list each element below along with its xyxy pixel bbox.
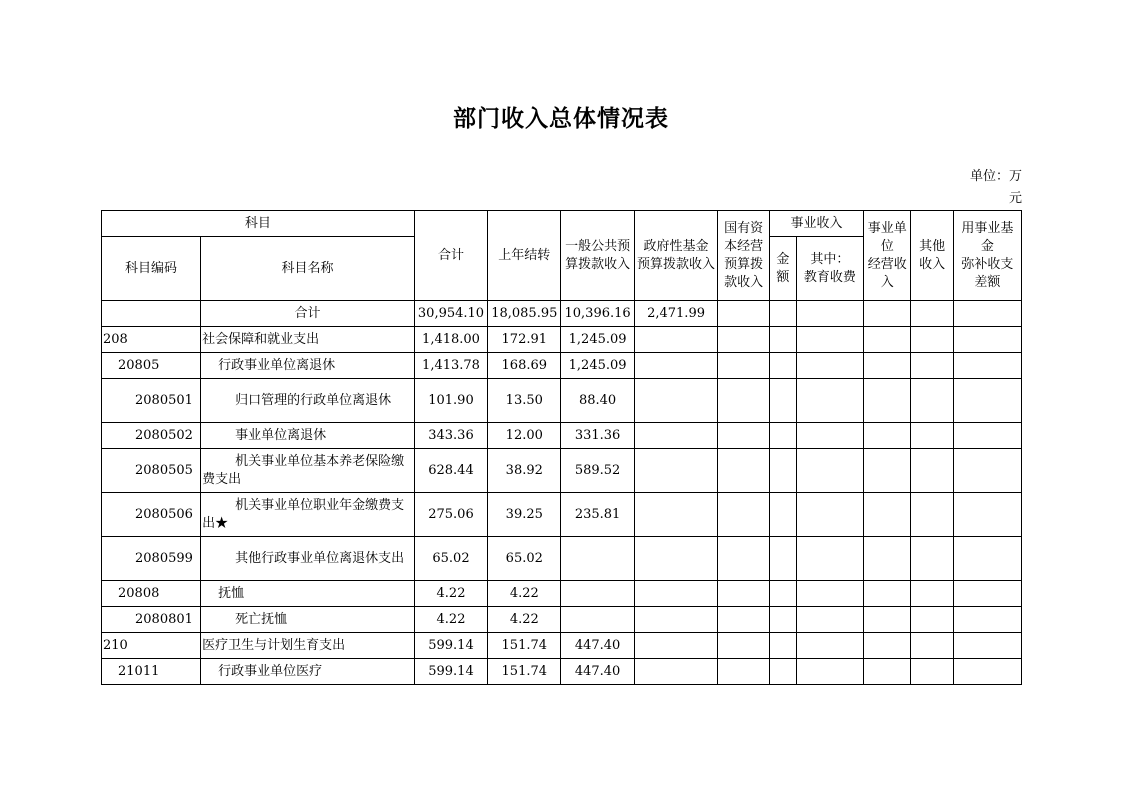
cell-total: 4.22: [414, 607, 487, 633]
cell-empty: [718, 537, 770, 581]
cell-total: 1,418.00: [414, 327, 487, 353]
cell-general: [561, 581, 634, 607]
unit-label-line2: 元: [1008, 191, 1022, 206]
cell-empty: [953, 607, 1021, 633]
cell-empty: [953, 581, 1021, 607]
cell-general: [561, 607, 634, 633]
cell-empty: [863, 633, 910, 659]
cell-empty: [718, 581, 770, 607]
unit-label: [958, 166, 1022, 210]
cell-empty: [863, 607, 910, 633]
cell-code: 2080505: [102, 449, 201, 493]
cell-name: 行政事业单位医疗: [201, 659, 415, 685]
header-carryover: 上年结转: [488, 211, 561, 301]
cell-total: 343.36: [414, 423, 487, 449]
cell-empty: [769, 301, 796, 327]
cell-general: 1,245.09: [561, 327, 634, 353]
cell-empty: [769, 493, 796, 537]
table-row: [102, 493, 1022, 537]
cell-empty: [718, 493, 770, 537]
cell-empty: [953, 353, 1021, 379]
header-subject-code: 科目编码: [102, 237, 201, 301]
cell-carryover: 65.02: [488, 537, 561, 581]
cell-code: 2080501: [102, 379, 201, 423]
cell-empty: [769, 537, 796, 581]
header-operating-income: 事业单 位 经营收 入: [863, 211, 910, 301]
cell-empty: [796, 581, 863, 607]
cell-carryover: 168.69: [488, 353, 561, 379]
header-state-capital: 国有资 本经营 预算拨 款收入: [718, 211, 770, 301]
income-table: [101, 210, 1022, 685]
cell-empty: [769, 607, 796, 633]
cell-empty: [769, 353, 796, 379]
header-education-fee: 其中： 教育收费: [796, 237, 863, 301]
cell-total: 599.14: [414, 659, 487, 685]
cell-empty: [718, 659, 770, 685]
cell-empty: [953, 537, 1021, 581]
cell-carryover: 151.74: [488, 633, 561, 659]
cell-empty: [953, 327, 1021, 353]
header-amount: 金 额: [769, 237, 796, 301]
cell-name: 机关事业单位基本养老保险缴费支出: [201, 449, 415, 493]
cell-empty: [911, 449, 953, 493]
cell-name: 行政事业单位离退休: [201, 353, 415, 379]
cell-empty: [634, 659, 718, 685]
cell-total: 65.02: [414, 537, 487, 581]
cell-code: 210: [102, 633, 201, 659]
cell-carryover: 13.50: [488, 379, 561, 423]
cell-gov-fund: 2,471.99: [634, 301, 718, 327]
cell-code: 2080801: [102, 607, 201, 633]
table-row: [102, 659, 1022, 685]
cell-total: 101.90: [414, 379, 487, 423]
cell-empty: [718, 607, 770, 633]
cell-empty: [796, 327, 863, 353]
cell-general: 589.52: [561, 449, 634, 493]
cell-code: [102, 301, 201, 327]
cell-empty: [718, 379, 770, 423]
header-business-income: 事业收入: [769, 211, 863, 237]
cell-name: 归口管理的行政单位离退休: [201, 379, 415, 423]
cell-name: 社会保障和就业支出: [201, 327, 415, 353]
cell-code: 20808: [102, 581, 201, 607]
cell-code: 21011: [102, 659, 201, 685]
cell-code: 20805: [102, 353, 201, 379]
cell-total: 275.06: [414, 493, 487, 537]
cell-empty: [796, 537, 863, 581]
cell-code: 2080506: [102, 493, 201, 537]
cell-empty: [634, 493, 718, 537]
cell-empty: [911, 423, 953, 449]
table-row: [102, 581, 1022, 607]
cell-empty: [911, 493, 953, 537]
cell-empty: [769, 327, 796, 353]
cell-code: 208: [102, 327, 201, 353]
cell-empty: [718, 301, 770, 327]
table-row: [102, 327, 1022, 353]
table-row: [102, 633, 1022, 659]
cell-empty: [718, 353, 770, 379]
cell-empty: [634, 379, 718, 423]
table-row: [102, 449, 1022, 493]
cell-code: 2080502: [102, 423, 201, 449]
cell-empty: [796, 607, 863, 633]
cell-empty: [796, 423, 863, 449]
cell-empty: [953, 423, 1021, 449]
cell-empty: [863, 493, 910, 537]
cell-empty: [796, 659, 863, 685]
cell-empty: [718, 449, 770, 493]
header-gov-fund: 政府性基金 预算拨款收入: [634, 211, 718, 301]
cell-general: 447.40: [561, 633, 634, 659]
cell-empty: [634, 537, 718, 581]
cell-empty: [718, 327, 770, 353]
cell-general: 88.40: [561, 379, 634, 423]
cell-empty: [911, 301, 953, 327]
cell-empty: [953, 493, 1021, 537]
cell-empty: [953, 301, 1021, 327]
table-row: [102, 423, 1022, 449]
header-fund-supplement: 用事业基 金 弥补收支 差额: [953, 211, 1021, 301]
cell-carryover: 172.91: [488, 327, 561, 353]
cell-empty: [863, 423, 910, 449]
cell-empty: [634, 353, 718, 379]
cell-name: 机关事业单位职业年金缴费支出★: [201, 493, 415, 537]
cell-total: 30,954.10: [414, 301, 487, 327]
cell-carryover: 151.74: [488, 659, 561, 685]
header-general-budget: 一般公共预 算拨款收入: [561, 211, 634, 301]
cell-general: 1,245.09: [561, 353, 634, 379]
header-subject: 科目: [102, 211, 415, 237]
cell-empty: [634, 423, 718, 449]
cell-empty: [953, 379, 1021, 423]
page-title: 部门收入总体情况表: [453, 105, 669, 132]
table-row: [102, 353, 1022, 379]
cell-general: 331.36: [561, 423, 634, 449]
cell-total: 599.14: [414, 633, 487, 659]
table-row: [102, 537, 1022, 581]
cell-empty: [863, 379, 910, 423]
cell-empty: [863, 581, 910, 607]
cell-empty: [634, 327, 718, 353]
cell-carryover: 4.22: [488, 607, 561, 633]
cell-empty: [634, 633, 718, 659]
cell-empty: [796, 301, 863, 327]
cell-empty: [634, 581, 718, 607]
cell-empty: [769, 379, 796, 423]
cell-empty: [911, 581, 953, 607]
cell-empty: [863, 353, 910, 379]
cell-empty: [911, 537, 953, 581]
cell-empty: [718, 633, 770, 659]
cell-empty: [718, 423, 770, 449]
cell-carryover: 39.25: [488, 493, 561, 537]
cell-name: 医疗卫生与计划生育支出: [201, 633, 415, 659]
cell-empty: [863, 659, 910, 685]
header-total: 合计: [414, 211, 487, 301]
cell-empty: [911, 379, 953, 423]
cell-code: 2080599: [102, 537, 201, 581]
cell-empty: [911, 633, 953, 659]
header-subject-name: 科目名称: [201, 237, 415, 301]
cell-total: 628.44: [414, 449, 487, 493]
cell-empty: [796, 633, 863, 659]
cell-general: 235.81: [561, 493, 634, 537]
cell-total: 4.22: [414, 581, 487, 607]
cell-empty: [796, 353, 863, 379]
cell-carryover: 12.00: [488, 423, 561, 449]
cell-empty: [769, 633, 796, 659]
cell-name: 合计: [201, 301, 415, 327]
unit-label-line1: 单位：万: [969, 169, 1022, 184]
cell-empty: [796, 493, 863, 537]
cell-empty: [911, 353, 953, 379]
cell-empty: [953, 449, 1021, 493]
cell-general: 10,396.16: [561, 301, 634, 327]
cell-carryover: 38.92: [488, 449, 561, 493]
cell-empty: [911, 327, 953, 353]
cell-empty: [634, 449, 718, 493]
cell-name: 抚恤: [201, 581, 415, 607]
table-row: [102, 379, 1022, 423]
cell-empty: [863, 537, 910, 581]
cell-empty: [769, 449, 796, 493]
cell-empty: [796, 449, 863, 493]
cell-empty: [634, 607, 718, 633]
cell-empty: [796, 379, 863, 423]
table-row: [102, 607, 1022, 633]
cell-name: 死亡抚恤: [201, 607, 415, 633]
cell-general: [561, 537, 634, 581]
cell-empty: [863, 449, 910, 493]
cell-empty: [863, 327, 910, 353]
cell-empty: [953, 659, 1021, 685]
cell-empty: [953, 633, 1021, 659]
cell-empty: [911, 659, 953, 685]
cell-empty: [769, 581, 796, 607]
cell-carryover: 18,085.95: [488, 301, 561, 327]
cell-empty: [769, 659, 796, 685]
cell-general: 447.40: [561, 659, 634, 685]
cell-name: 事业单位离退休: [201, 423, 415, 449]
total-row: [102, 301, 1022, 327]
cell-empty: [911, 607, 953, 633]
cell-carryover: 4.22: [488, 581, 561, 607]
cell-name: 其他行政事业单位离退休支出: [201, 537, 415, 581]
cell-empty: [863, 301, 910, 327]
cell-total: 1,413.78: [414, 353, 487, 379]
header-other-income: 其他 收入: [911, 211, 953, 301]
cell-empty: [769, 423, 796, 449]
